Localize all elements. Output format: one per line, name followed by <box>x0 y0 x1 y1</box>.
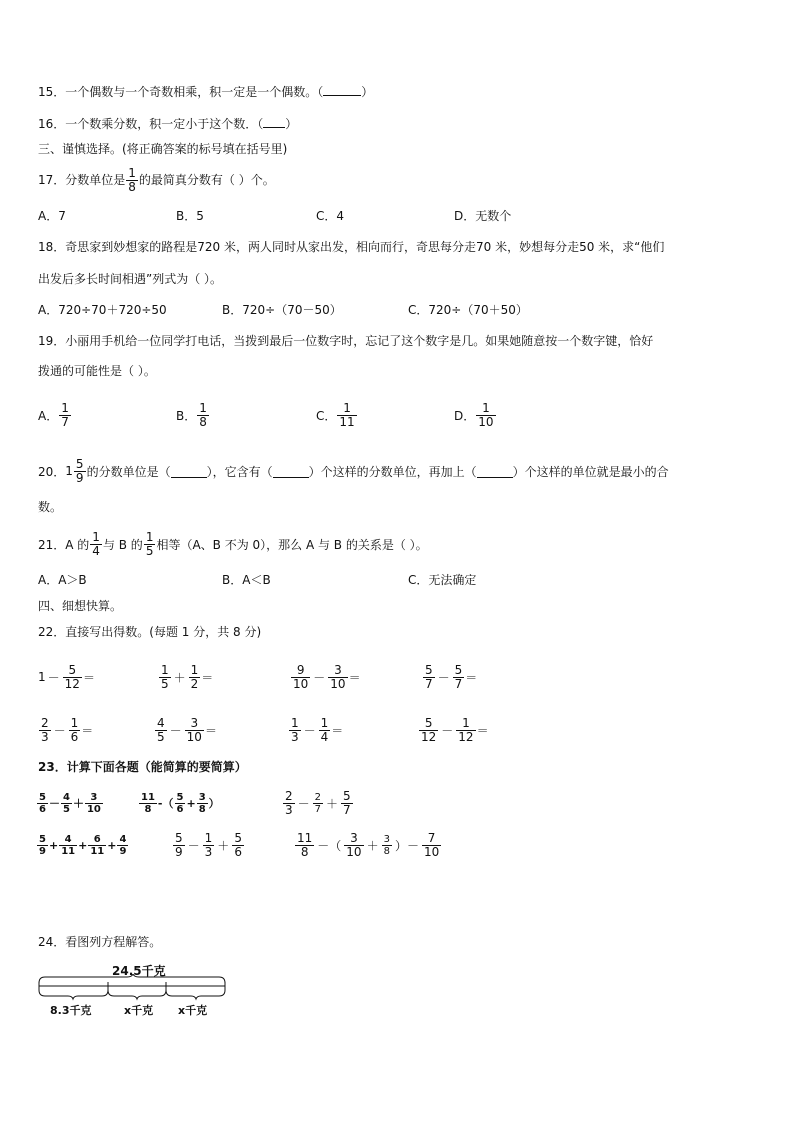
q23-5-frac-c <box>232 832 244 859</box>
q18-line-2: 出发后多长时间相遇”列式为（ ）。 <box>38 272 223 286</box>
q19-line-1: 19．小丽用手机给一位同学打电话，当拨到最后一位数字时，忘记了这个数字是几。如果她随意按一个数字键，恰好 <box>38 334 654 348</box>
q22-4-op: － <box>437 670 450 685</box>
q22-5-den-b: 6 <box>70 729 79 744</box>
q23-6-c-den: 8 <box>383 845 390 857</box>
q23-expr-2 <box>138 786 220 820</box>
q21-f2-num: 1 <box>145 529 154 544</box>
q23-3-a-num: 2 <box>285 788 293 803</box>
q17-pre: 17．分数单位是 <box>38 173 126 187</box>
q22-2-den-a: 5 <box>161 676 169 691</box>
q24-title: 24．看图列方程解答。 <box>38 935 162 949</box>
q21-f2-den: 5 <box>145 543 154 558</box>
q22-7-fraction-b <box>319 717 331 744</box>
q22-7-den-b: 4 <box>320 729 329 744</box>
q24-brace-seg3 <box>166 990 225 999</box>
q22-8-num-a: 5 <box>419 717 438 731</box>
q23-1-frac-a <box>37 792 48 815</box>
q15-close: ） <box>361 85 374 99</box>
q23-2-a-num: 11 <box>141 791 155 803</box>
q22-3-num-a: 9 <box>291 664 310 678</box>
q16-close: ） <box>285 117 298 131</box>
q23-3-c-den: 7 <box>343 802 351 817</box>
q21-option-c[interactable]: C．无法确定 <box>408 573 477 587</box>
q23-4-op1: + <box>48 838 59 852</box>
q23-2-close: ） <box>208 797 220 810</box>
q23-expr-6 <box>294 826 442 864</box>
q22-title: 22．直接写出得数。(每题 1 分，共 8 分) <box>38 625 262 639</box>
q22-3-num-b: 3 <box>328 664 347 678</box>
q17-den: 8 <box>128 179 136 194</box>
q22-8-fraction-b <box>456 717 475 744</box>
q19-d-den: 10 <box>478 415 494 429</box>
q22-4-fraction-a <box>423 664 435 691</box>
q19-option-d[interactable] <box>454 402 497 429</box>
q23-3-a-den: 3 <box>285 802 293 817</box>
q23-6-d-num: 7 <box>422 832 441 846</box>
q22-item-1 <box>38 660 95 694</box>
q20-text-2: ），它含有（ <box>206 464 273 479</box>
q24-seg3-label: x千克 <box>178 1004 208 1017</box>
q22-7-op: － <box>303 723 316 738</box>
q22-3-den-b: 10 <box>330 676 346 691</box>
q22-1-num: 5 <box>63 664 82 678</box>
q23-6-a-num: 11 <box>297 830 313 845</box>
q23-expr-5 <box>172 826 245 864</box>
q23-5-op2: ＋ <box>217 838 230 853</box>
q22-1-whole: 1 <box>38 670 46 684</box>
q22-3-eq: ＝ <box>348 670 361 685</box>
q22-6-eq: ＝ <box>204 723 217 738</box>
q23-1-b-den: 5 <box>62 803 70 815</box>
q23-3-b-den: 7 <box>314 803 322 815</box>
section-3-heading: 三、谨慎选择。(将正确答案的标号填在括号里) <box>38 142 288 156</box>
q23-4-frac-d <box>117 834 128 857</box>
q17-option-c[interactable]: C．4 <box>316 209 345 223</box>
q23-expr-4 <box>36 828 129 862</box>
q23-4-a-num: 5 <box>39 833 46 845</box>
q23-1-c-num: 3 <box>85 792 103 804</box>
q19-option-b-label: B． <box>176 409 197 423</box>
q23-6-op2: ＋ <box>366 838 379 853</box>
q23-4-d-num: 4 <box>119 833 127 845</box>
q19-option-a-label: A． <box>38 409 59 423</box>
q23-3-c-num: 5 <box>343 788 351 803</box>
q22-4-fraction-b <box>453 664 465 691</box>
q23-2-b-num: 5 <box>176 791 184 803</box>
q22-item-7 <box>288 713 343 747</box>
q20-blank-2[interactable] <box>273 465 309 478</box>
q19-a-num: 1 <box>61 401 69 415</box>
q23-expr-1 <box>36 786 104 820</box>
q20-blank-3[interactable] <box>477 465 513 478</box>
q22-8-eq: ＝ <box>476 723 489 738</box>
q23-5-b-num: 1 <box>204 830 213 845</box>
q17-option-d[interactable]: D．无数个 <box>454 209 512 223</box>
q16-text: 16．一个数乘分数，积一定小于这个数．（ <box>38 117 264 131</box>
q23-6-frac-c <box>382 834 392 857</box>
q17-fraction <box>126 167 138 194</box>
q23-2-op1: -（ <box>157 797 174 810</box>
q21-f1-num: 1 <box>92 529 100 544</box>
q21-post: 相等（A、B 不为 0），那么 A 与 B 的关系是（ ）。 <box>156 537 428 552</box>
q20-text-4: ）个这样的单位就是最小的合 <box>512 464 669 479</box>
q23-3-frac-c <box>341 790 353 817</box>
q23-expr-3 <box>282 784 354 822</box>
q19-option-c[interactable] <box>316 402 358 429</box>
q23-2-frac-a <box>139 792 157 815</box>
q20-den: 9 <box>75 470 84 485</box>
q22-5-num-a: 2 <box>41 715 49 730</box>
q23-1-frac-b <box>61 792 72 815</box>
q22-7-eq: ＝ <box>331 723 344 738</box>
q23-2-a-den: 8 <box>144 803 152 815</box>
q23-1-frac-c <box>85 792 103 815</box>
q24-brace-seg1 <box>39 990 108 999</box>
q22-4-den-b: 7 <box>454 676 463 691</box>
q17-num: 1 <box>128 165 136 180</box>
q23-6-c-num: 3 <box>383 833 390 845</box>
q23-4-d-den: 9 <box>119 845 127 857</box>
q22-2-op: ＋ <box>173 670 186 685</box>
q24-seg1-label: 8.3千克 <box>50 1004 92 1017</box>
q22-item-5 <box>38 713 93 747</box>
q24-brace-seg2 <box>108 990 166 999</box>
q17-post: 的最简真分数有（ ）个。 <box>138 173 275 187</box>
q23-4-frac-c <box>88 834 106 857</box>
q22-6-den-a: 5 <box>157 729 165 744</box>
q23-5-frac-a <box>173 832 185 859</box>
q23-5-frac-b <box>203 832 215 859</box>
q19-option-b-fraction <box>197 402 209 429</box>
q23-1-a-den: 6 <box>39 803 46 815</box>
q15-answer-blank[interactable] <box>323 83 361 96</box>
q22-2-eq: ＝ <box>201 670 214 685</box>
q23-6-frac-b <box>344 832 363 859</box>
q19-option-c-fraction <box>337 402 356 429</box>
q23-3-op1: － <box>297 796 310 811</box>
q19-option-b[interactable] <box>176 402 210 429</box>
q22-5-fraction-a <box>39 717 51 744</box>
q23-3-frac-a <box>283 790 295 817</box>
q20-num: 5 <box>75 456 84 471</box>
q19-b-num: 1 <box>199 401 207 415</box>
q23-title: 23．计算下面各题（能简算的要简算） <box>38 760 247 774</box>
q21-option-b[interactable]: B．A＜B <box>222 573 271 587</box>
q22-8-den-b: 12 <box>458 729 474 744</box>
q22-4-eq: ＝ <box>465 670 478 685</box>
q19-b-den: 8 <box>199 415 207 429</box>
q22-2-fraction-b <box>189 664 201 691</box>
q22-8-den-a: 12 <box>421 729 437 744</box>
q23-2-frac-b <box>175 792 186 815</box>
q20-text-1: 的分数单位是（ <box>86 464 171 479</box>
q23-2-b-den: 6 <box>176 803 184 815</box>
section-4-heading: 四、细想快算。 <box>38 599 123 613</box>
q23-5-a-den: 9 <box>175 844 183 859</box>
q23-3-b-num: 2 <box>314 791 322 803</box>
q22-8-num-b: 1 <box>456 717 475 731</box>
q23-4-a-den: 9 <box>39 845 46 857</box>
q23-4-b-num: 4 <box>59 834 77 846</box>
q23-5-c-num: 5 <box>234 830 242 845</box>
question-21 <box>38 526 428 562</box>
q22-5-num-b: 1 <box>70 715 79 730</box>
q20-text-3: ）个这样的分数单位，再加上（ <box>308 464 477 479</box>
q21-f1-den: 4 <box>92 543 100 558</box>
q19-option-a[interactable] <box>38 402 72 429</box>
q22-1-fraction <box>63 664 82 691</box>
q19-c-den: 11 <box>339 415 355 429</box>
q23-2-c-num: 3 <box>198 791 206 803</box>
q23-2-c-den: 8 <box>198 803 206 815</box>
q23-6-d-den: 10 <box>423 844 440 859</box>
q19-a-den: 7 <box>61 415 69 429</box>
q22-6-num-a: 4 <box>157 715 165 730</box>
q22-item-6 <box>154 713 217 747</box>
q23-4-c-num: 6 <box>88 834 106 846</box>
q18-line-1: 18．奇思家到妙想家的路程是720 米，两人同时从家出发，相向而行，奇思每分走70 米，妙想每分走50 米，求“他们 <box>38 240 665 254</box>
q23-4-frac-b <box>59 834 77 857</box>
q22-4-num-b: 5 <box>454 662 463 677</box>
q18-option-c[interactable]: C．720÷（70＋50） <box>408 303 528 317</box>
q22-3-fraction-b <box>328 664 347 691</box>
q23-2-op2: + <box>186 796 196 810</box>
q22-4-num-a: 5 <box>425 662 433 677</box>
q18-option-b[interactable]: B．720÷（70－50） <box>222 303 342 317</box>
q22-7-den-a: 3 <box>291 729 299 744</box>
q24-top-brace <box>39 974 225 983</box>
q19-c-num: 1 <box>337 402 356 416</box>
q23-4-c-den: 11 <box>90 845 105 857</box>
q22-6-den-b: 10 <box>186 729 202 744</box>
q21-mid: 与 B 的 <box>102 537 143 552</box>
q23-6-op3: ）－ <box>394 838 419 853</box>
q22-item-3 <box>290 660 361 694</box>
q22-2-den-b: 2 <box>190 676 199 691</box>
q22-8-fraction-a <box>419 717 438 744</box>
question-16 <box>38 115 297 132</box>
q22-1-op: － <box>47 670 60 685</box>
question-17 <box>38 162 275 198</box>
q23-5-c-den: 6 <box>234 844 242 859</box>
q24-seg2-label: x千克 <box>124 1004 154 1017</box>
q20-whole: 1 <box>65 464 73 478</box>
q23-5-a-num: 5 <box>175 830 183 845</box>
q23-1-b-num: 4 <box>62 791 70 803</box>
q23-6-frac-d <box>422 832 441 859</box>
q23-5-b-den: 3 <box>204 844 213 859</box>
q17-option-b[interactable]: B．5 <box>176 209 204 223</box>
question-15 <box>38 83 373 100</box>
q21-fraction-1 <box>90 531 102 558</box>
q23-1-c-den: 10 <box>86 803 101 815</box>
q22-6-op: － <box>169 723 182 738</box>
q23-3-op2: ＋ <box>326 796 339 811</box>
q23-4-b-den: 11 <box>61 845 76 857</box>
q24-total-label: 24.5千克 <box>112 964 166 978</box>
q22-1-den: 12 <box>64 676 80 691</box>
q22-5-eq: ＝ <box>81 723 94 738</box>
q22-3-op: － <box>313 670 326 685</box>
q20-line-2: 数。 <box>38 500 63 514</box>
q23-3-frac-b <box>313 792 323 815</box>
q22-6-fraction-b <box>185 717 204 744</box>
q15-text: 15．一个偶数与一个奇数相乘，积一定是一个偶数。（ <box>38 85 324 99</box>
q20-mixed-number <box>65 458 86 485</box>
q23-2-frac-c <box>197 792 208 815</box>
q19-option-d-fraction <box>476 402 495 429</box>
q21-pre: 21．A 的 <box>38 537 90 552</box>
q23-1-op2: ＋ <box>72 797 84 810</box>
question-20 <box>38 454 669 488</box>
q22-2-num-b: 1 <box>190 662 199 677</box>
q17-option-a[interactable]: A．7 <box>38 209 66 223</box>
q20-number: 20． <box>38 464 66 479</box>
q23-6-b-num: 3 <box>344 832 363 846</box>
q19-option-a-fraction <box>59 402 71 429</box>
q22-4-den-a: 7 <box>425 676 433 691</box>
q23-4-op2: + <box>78 838 88 852</box>
q23-6-frac-a <box>295 832 314 859</box>
q22-item-8 <box>418 713 489 747</box>
q22-7-fraction-a <box>289 717 301 744</box>
q22-5-op: － <box>53 723 66 738</box>
q22-1-eq: ＝ <box>82 670 95 685</box>
q22-2-fraction-a <box>159 664 171 691</box>
q22-3-den-a: 10 <box>293 676 309 691</box>
q22-3-fraction-a <box>291 664 310 691</box>
q22-6-num-b: 3 <box>185 717 204 731</box>
q22-7-num-b: 1 <box>320 715 329 730</box>
q22-6-fraction-a <box>155 717 167 744</box>
q21-option-a[interactable]: A．A＞B <box>38 573 87 587</box>
q20-fraction <box>74 458 86 485</box>
q19-d-num: 1 <box>476 402 495 416</box>
q23-4-frac-a <box>37 834 48 857</box>
q23-6-b-den: 10 <box>346 844 362 859</box>
q19-line-2: 拨通的可能性是（ ）。 <box>38 364 156 378</box>
q22-item-2 <box>158 660 213 694</box>
q22-2-num-a: 1 <box>161 662 169 677</box>
q23-1-a-num: 5 <box>39 791 46 803</box>
q22-item-4 <box>422 660 477 694</box>
q18-option-a[interactable]: A．720÷70＋720÷50 <box>38 303 167 317</box>
q22-5-den-a: 3 <box>41 729 49 744</box>
q22-7-num-a: 1 <box>291 715 299 730</box>
q16-answer-blank[interactable] <box>263 115 285 128</box>
q23-6-op1: －（ <box>317 838 342 853</box>
q21-fraction-2 <box>144 531 156 558</box>
q22-8-op: － <box>441 723 454 738</box>
q23-6-a-den: 8 <box>300 844 309 859</box>
q23-1-op1: － <box>48 797 60 810</box>
q23-5-op1: － <box>187 838 200 853</box>
q19-option-d-label: D． <box>454 409 476 423</box>
q19-option-c-label: C． <box>316 409 337 423</box>
q23-4-op3: + <box>107 838 117 852</box>
q20-blank-1[interactable] <box>171 465 207 478</box>
q22-5-fraction-b <box>69 717 81 744</box>
